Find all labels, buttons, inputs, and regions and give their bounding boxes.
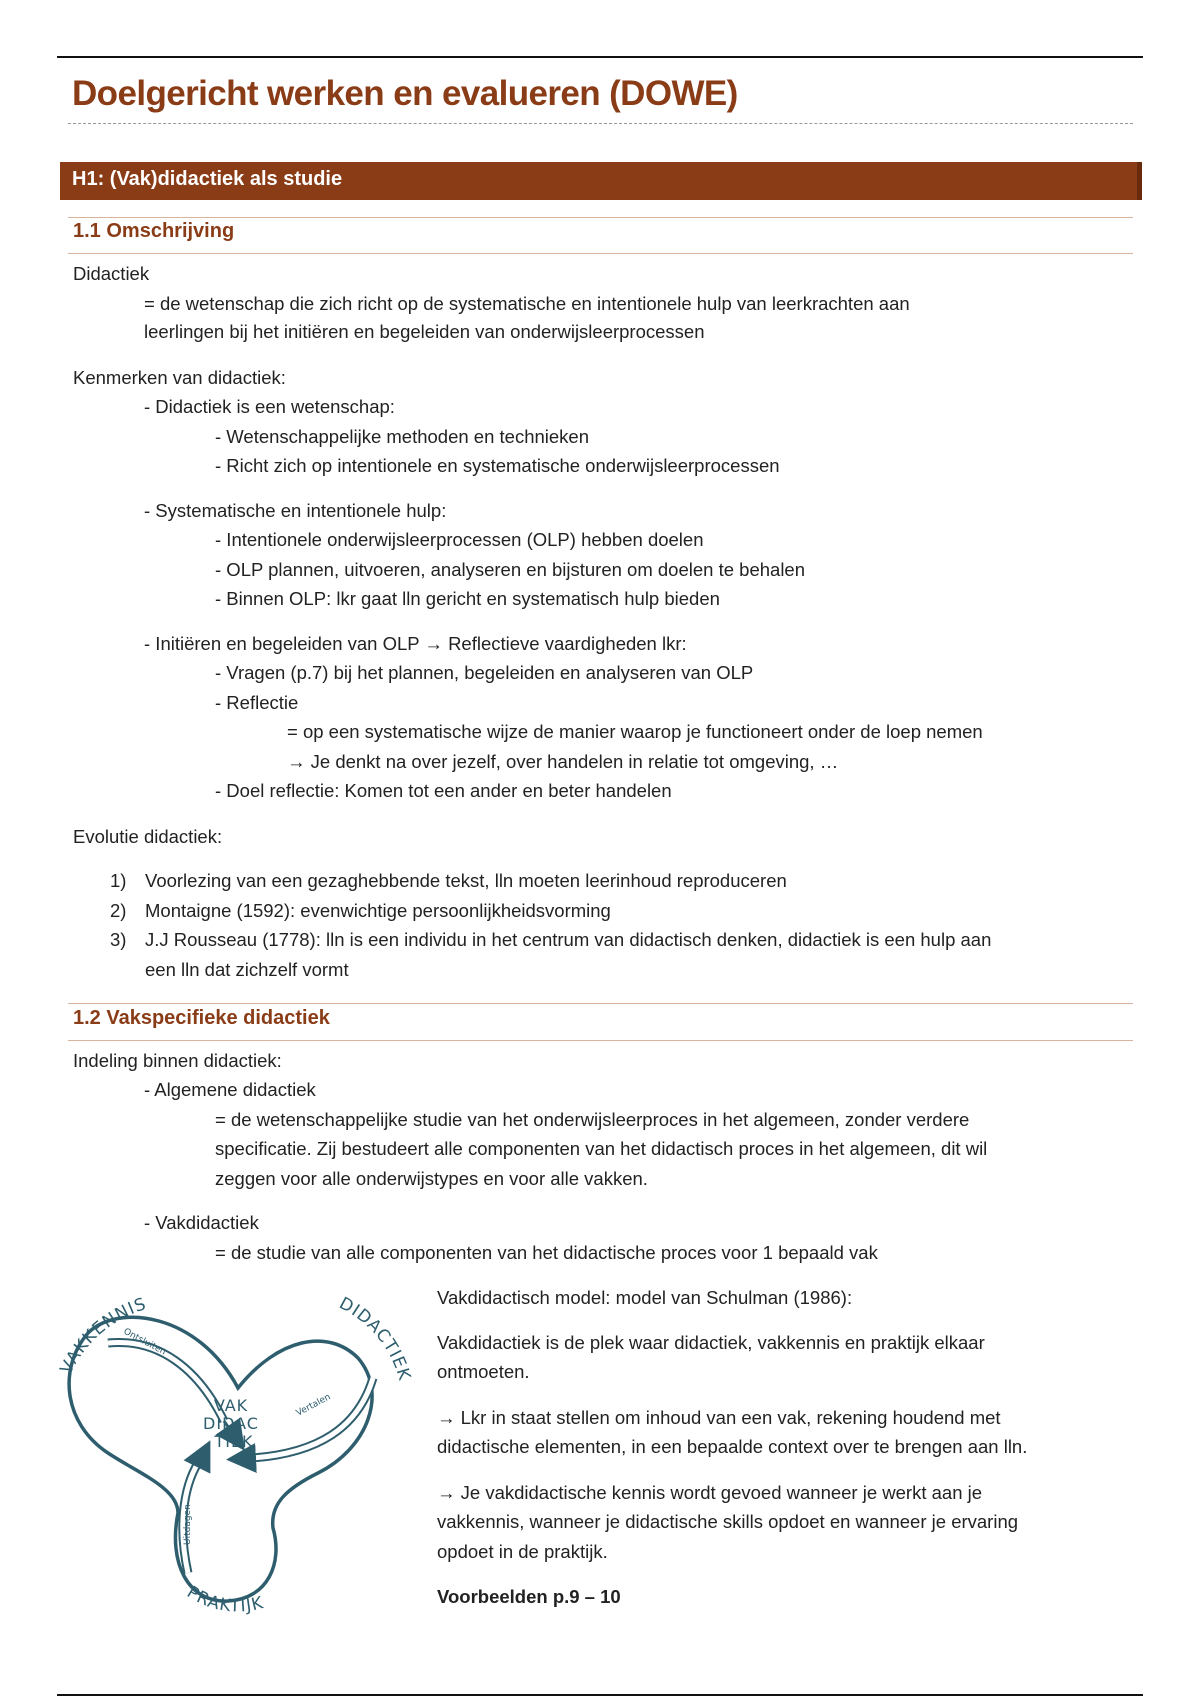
bullet-item: - Intentionele onderwijsleerprocessen (OLP) hebben doelen bbox=[215, 529, 704, 550]
schulman-model-diagram bbox=[48, 1283, 428, 1623]
bullet-head: - Initiëren en begeleiden van OLP → Reflectieve vaardigheden lkr: bbox=[144, 633, 687, 654]
bullet-item: - Wetenschappelijke methoden en technieken bbox=[215, 426, 590, 447]
section-2-rule-top bbox=[68, 1003, 1133, 1004]
algemeen-definition: zeggen voor alle onderwijstypes en voor alle vakken. bbox=[215, 1168, 648, 1189]
bullet-head: - Systematische en intentionele hulp: bbox=[144, 500, 447, 521]
center-label-line1: VAK bbox=[213, 1396, 249, 1415]
bullet-head: - Vakdidactiek bbox=[144, 1212, 259, 1233]
list-number: 1) bbox=[110, 870, 127, 891]
list-item-continuation: een lln dat zichzelf vormt bbox=[145, 959, 349, 980]
kenmerken-label: Kenmerken van didactiek: bbox=[73, 367, 286, 388]
top-rule bbox=[57, 56, 1143, 58]
label-vakkennis: VAKKENNIS bbox=[56, 1294, 150, 1378]
title-divider bbox=[68, 123, 1133, 124]
indeling-label: Indeling binnen didactiek: bbox=[73, 1050, 282, 1071]
label-didactiek: DIDACTIEK bbox=[335, 1293, 415, 1384]
definition-line: = de wetenschap die zich richt op de systematische en intentionele hulp van leerkrachten aan bbox=[144, 293, 910, 314]
term-didactiek: Didactiek bbox=[73, 263, 150, 284]
reflectie-arrow-line: → Je denkt na over jezelf, over handelen in relatie tot omgeving, … bbox=[287, 751, 839, 772]
model-paragraph: → Lkr in staat stellen om inhoud van een vak, rekening houdend met bbox=[437, 1407, 1001, 1428]
section-2-title: 1.2 Vakspecifieke didactiek bbox=[73, 1007, 330, 1029]
model-paragraph: opdoet in de praktijk. bbox=[437, 1541, 608, 1562]
list-number: 2) bbox=[110, 900, 127, 921]
section-2-rule-bottom bbox=[68, 1040, 1133, 1041]
vakdidactiek-definition: = de studie van alle componenten van het didactische proces voor 1 bepaald vak bbox=[215, 1242, 878, 1263]
model-paragraph: didactische elementen, in een bepaalde context over te brengen aan lln. bbox=[437, 1436, 1028, 1457]
bullet-head: - Didactiek is een wetenschap: bbox=[144, 396, 395, 417]
section-1-rule-bottom bbox=[68, 253, 1133, 254]
model-paragraph: Vakdidactiek is de plek waar didactiek, vakkennis en praktijk elkaar bbox=[437, 1332, 985, 1353]
section-1-rule-top bbox=[68, 217, 1133, 218]
definition-line: leerlingen bij het initiëren en begeleiden van onderwijsleerprocessen bbox=[144, 321, 705, 342]
bullet-item: - OLP plannen, uitvoeren, analyseren en bijsturen om doelen te behalen bbox=[215, 559, 806, 580]
bullet-item: - Vragen (p.7) bij het plannen, begeleiden en analyseren van OLP bbox=[215, 662, 754, 683]
examples-reference: Voorbeelden p.9 – 10 bbox=[437, 1586, 621, 1607]
list-item: Voorlezing van een gezaghebbende tekst, lln moeten leerinhoud reproduceren bbox=[145, 870, 787, 891]
model-paragraph: vakkennis, wanneer je didactische skills opdoet en wanneer je ervaring bbox=[437, 1511, 1019, 1532]
list-item: J.J Rousseau (1778): lln is een individu in het centrum van didactisch denken, didactiek is een hulp aan bbox=[145, 929, 992, 950]
document-title: Doelgericht werken en evalueren (DOWE) bbox=[72, 74, 738, 113]
algemeen-definition: specificatie. Zij bestudeert alle componenten van het didactisch proces in het algemeen, dit wil bbox=[215, 1138, 988, 1159]
arrow-label-ontsluiten: Ontsluiten bbox=[121, 1326, 168, 1358]
algemeen-definition: = de wetenschappelijke studie van het onderwijsleerproces in het algemeen, zonder verdere bbox=[215, 1109, 970, 1130]
model-paragraph: ontmoeten. bbox=[437, 1361, 530, 1382]
bullet-item: - Reflectie bbox=[215, 692, 299, 713]
center-label-line2: DIDAC bbox=[203, 1414, 259, 1433]
model-paragraph: → Je vakdidactische kennis wordt gevoed wanneer je werkt aan je bbox=[437, 1482, 983, 1503]
bullet-item: - Binnen OLP: lkr gaat lln gericht en systematisch hulp bieden bbox=[215, 588, 720, 609]
bullet-item: - Doel reflectie: Komen tot een ander en beter handelen bbox=[215, 780, 672, 801]
arrow-label-uitdagen: Uitdagen bbox=[183, 1504, 193, 1545]
evolutie-label: Evolutie didactiek: bbox=[73, 826, 223, 847]
model-title: Vakdidactisch model: model van Schulman (1986): bbox=[437, 1287, 853, 1308]
reflectie-definition: = op een systematische wijze de manier waarop je functioneert onder de loep nemen bbox=[287, 721, 983, 742]
chapter-heading: H1: (Vak)didactiek als studie bbox=[72, 168, 343, 190]
bullet-head: - Algemene didactiek bbox=[144, 1079, 316, 1100]
list-item: Montaigne (1592): evenwichtige persoonlijkheidsvorming bbox=[145, 900, 611, 921]
label-praktijk: PRAKTIJK bbox=[183, 1582, 266, 1617]
trefoil-outline bbox=[69, 1317, 372, 1601]
bullet-item: - Richt zich op intentionele en systematische onderwijsleerprocessen bbox=[215, 455, 780, 476]
center-label-line3: TIEK bbox=[214, 1432, 254, 1451]
bottom-rule bbox=[57, 1694, 1143, 1696]
section-1-title: 1.1 Omschrijving bbox=[73, 220, 235, 242]
arrow-label-vertalen: Vertalen bbox=[294, 1392, 333, 1419]
list-number: 3) bbox=[110, 929, 127, 950]
